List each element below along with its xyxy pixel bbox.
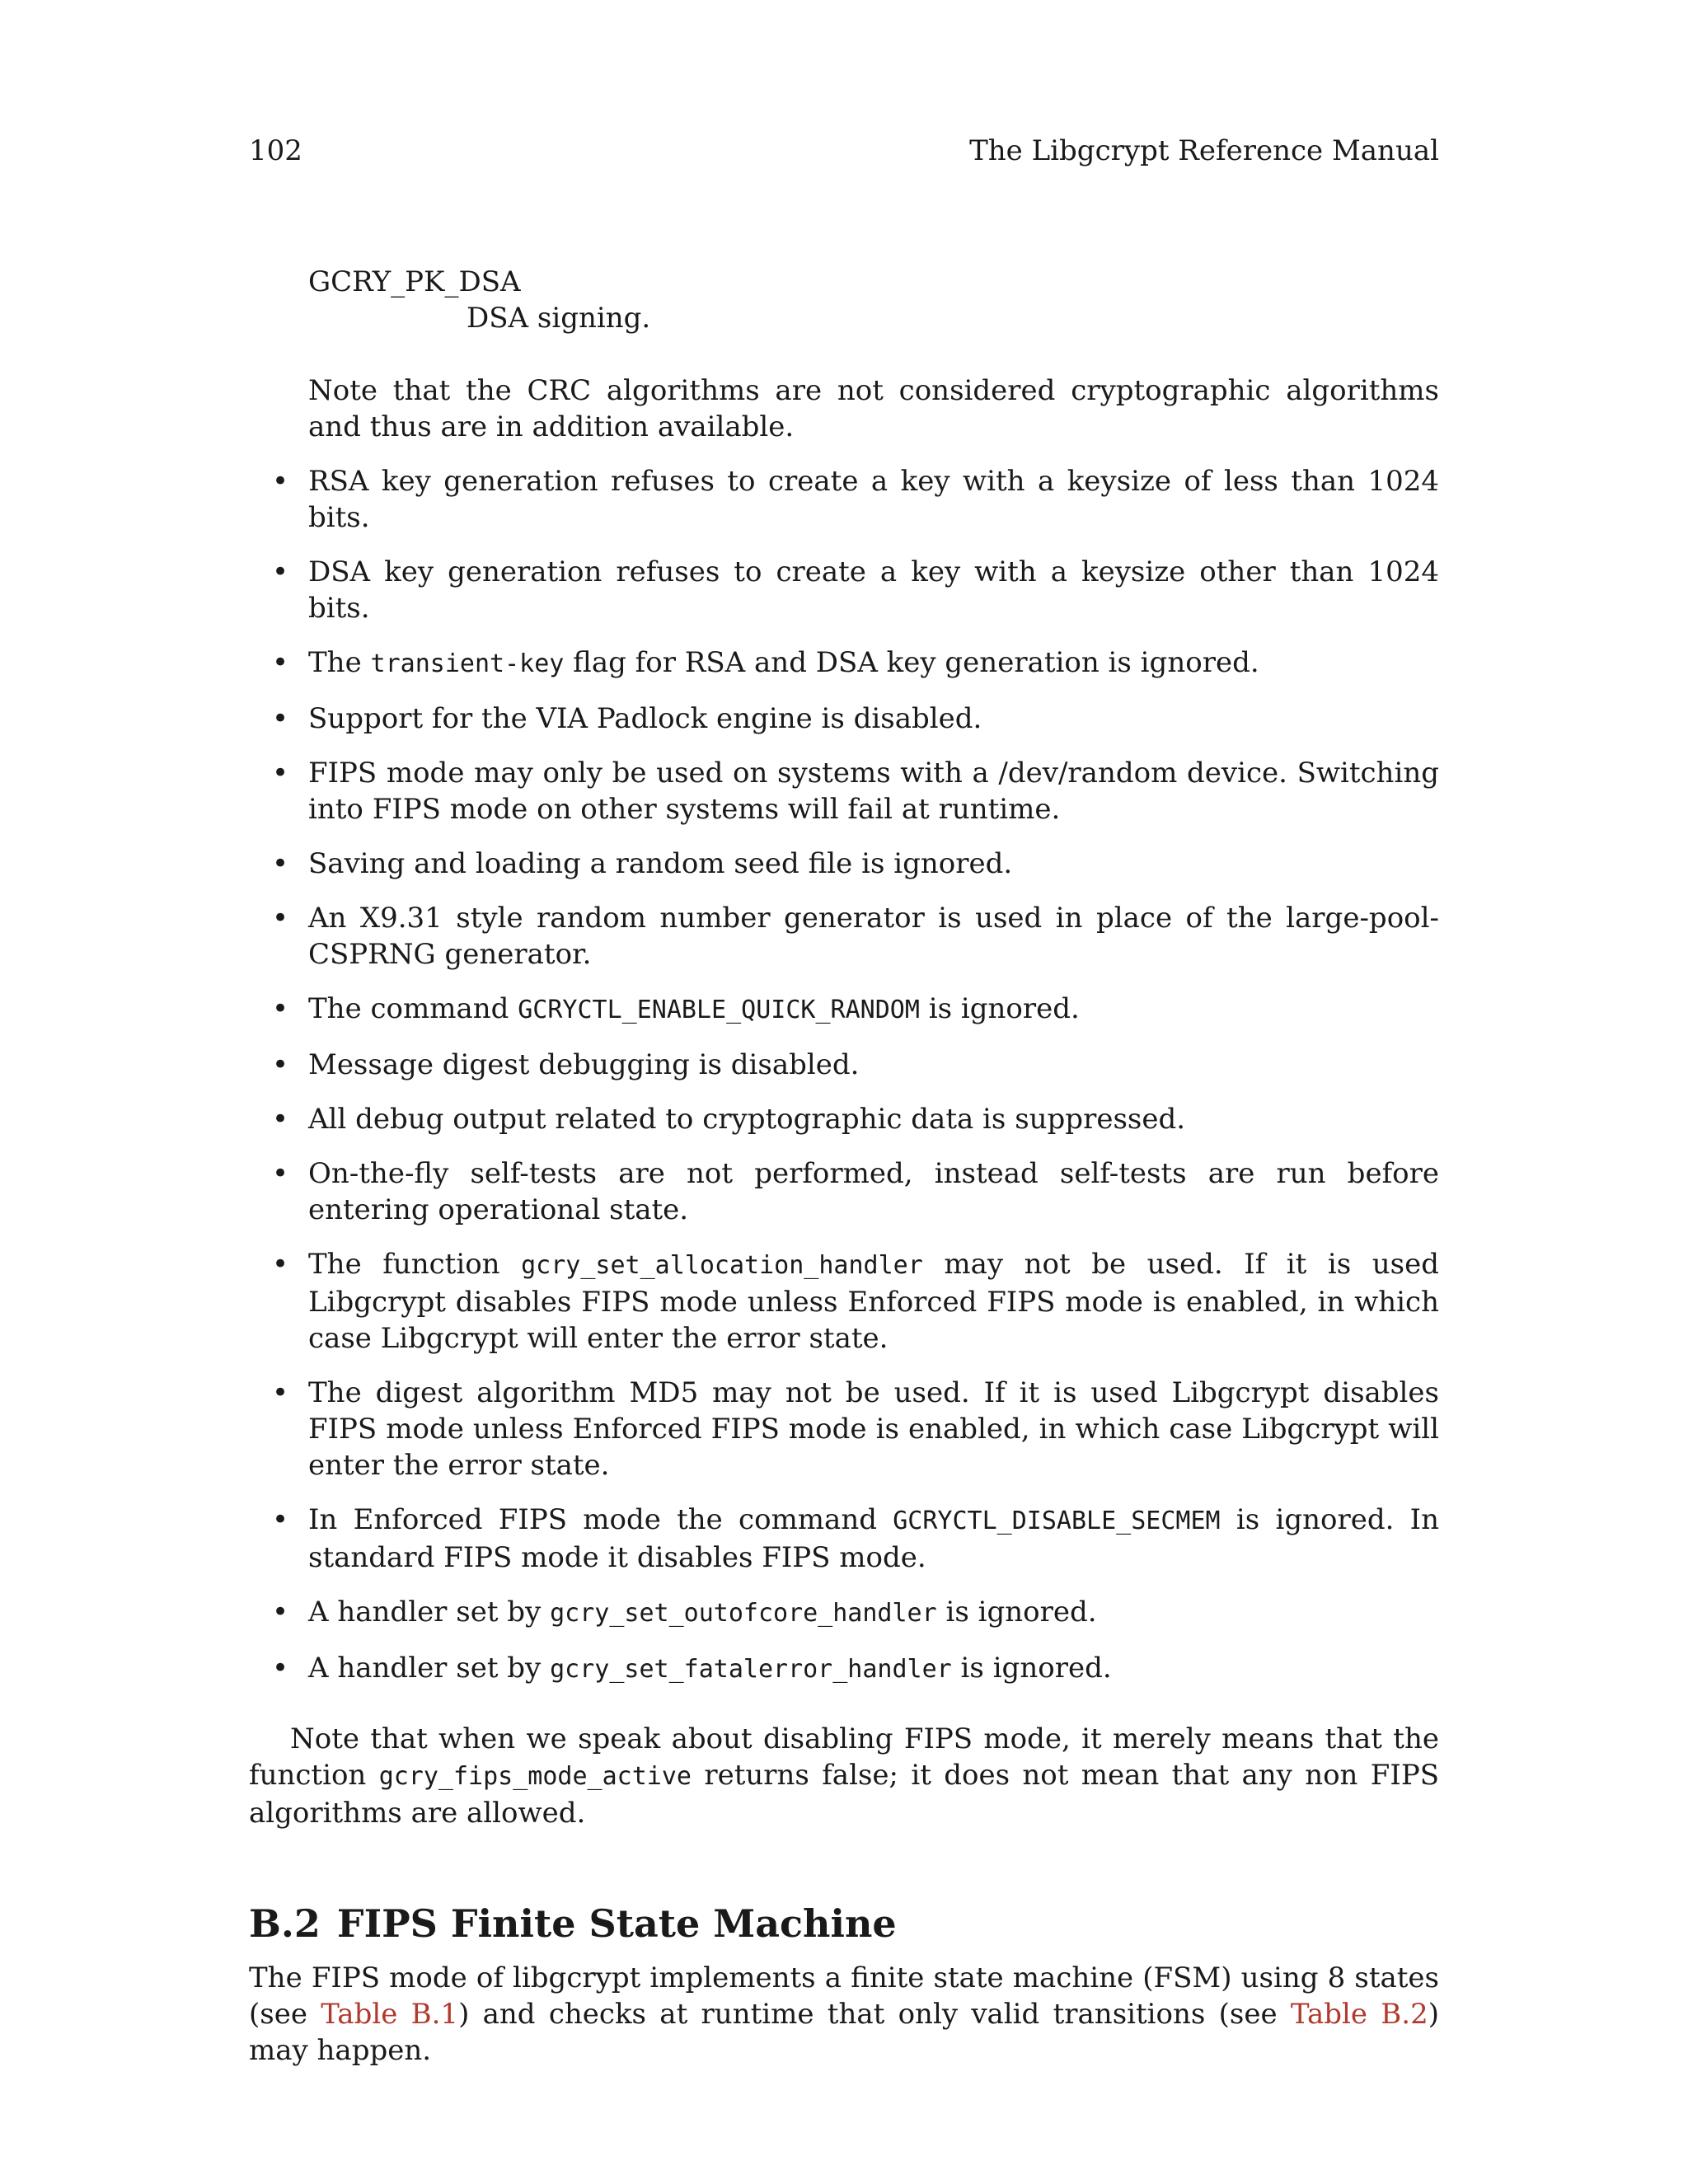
bullet-icon: • bbox=[272, 902, 289, 935]
list-item bbox=[249, 1101, 1439, 1137]
list-item-text: All debug output related to cryptographic data is suppressed. bbox=[308, 1103, 1186, 1136]
list-item-text-after: is ignored. In standard FIPS mode it disables FIPS mode. bbox=[308, 1503, 1439, 1574]
page-content bbox=[249, 264, 1439, 2069]
list-item-text: Support for the VIA Padlock engine is disabled. bbox=[308, 702, 982, 735]
list-item-text: FIPS mode may only be used on systems with a /dev/random device. Switching into FIPS mode on other systems will fail at runtime. bbox=[308, 757, 1439, 826]
section-number: B.2 bbox=[249, 1901, 321, 1946]
list-item-code: gcry_set_allocation_handler bbox=[521, 1251, 923, 1280]
definition-description: DSA signing. bbox=[467, 302, 651, 335]
disabling-note-text-1: Note that when we speak about disabling FIPS mode, it merely means that the function bbox=[249, 1722, 1439, 1792]
definition-list bbox=[308, 264, 1439, 336]
fips-restrictions-list bbox=[249, 463, 1439, 1688]
bullet-icon: • bbox=[272, 646, 289, 679]
list-item bbox=[249, 900, 1439, 972]
list-item-text-after: may not be used. If it is used Libgcrypt disables FIPS mode unless Enforced FIPS mode is enabled, in which case Libgcrypt will enter the error state. bbox=[308, 1248, 1439, 1355]
bullet-icon: • bbox=[272, 1503, 289, 1536]
list-item bbox=[249, 1375, 1439, 1483]
bullet-icon: • bbox=[272, 1248, 289, 1281]
list-item-text: The digest algorithm MD5 may not be used. If it is used Libgcrypt disables FIPS mode unless Enforced FIPS mode is enabled, in which case Libgcrypt will enter the error state. bbox=[308, 1376, 1439, 1482]
list-item bbox=[249, 701, 1439, 737]
page-number: 102 bbox=[249, 134, 302, 167]
fsm-text-3: ) may happen. bbox=[249, 1998, 1439, 2067]
section-title: FIPS Finite State Machine bbox=[336, 1901, 897, 1946]
list-item-text: An X9.31 style random number generator is used in place of the large-pool-CSPRNG generator. bbox=[308, 902, 1439, 971]
bullet-icon: • bbox=[272, 555, 289, 588]
list-item bbox=[249, 1650, 1439, 1688]
list-item-code: gcry_set_fatalerror_handler bbox=[550, 1655, 952, 1684]
list-item bbox=[249, 1047, 1439, 1083]
section-heading bbox=[249, 1900, 1439, 1947]
bullet-icon: • bbox=[272, 847, 289, 880]
disabling-note-text-2: returns false; it does not mean that any non FIPS algorithms are allowed. bbox=[249, 1759, 1439, 1830]
list-item-text-after: flag for RSA and DSA key generation is ignored. bbox=[564, 646, 1259, 679]
list-item-text: Saving and loading a random seed file is ignored. bbox=[308, 847, 1013, 880]
list-item bbox=[249, 755, 1439, 827]
bullet-icon: • bbox=[272, 1157, 289, 1190]
list-item bbox=[249, 1594, 1439, 1632]
list-item-code: gcry_set_outofcore_handler bbox=[550, 1599, 937, 1628]
bullet-icon: • bbox=[272, 1103, 289, 1136]
list-item-text: A handler set by bbox=[308, 1596, 551, 1629]
bullet-icon: • bbox=[272, 702, 289, 735]
running-title: The Libgcrypt Reference Manual bbox=[969, 134, 1439, 167]
list-item-text: A handler set by bbox=[308, 1652, 551, 1685]
bullet-icon: • bbox=[272, 465, 289, 498]
page-header bbox=[249, 130, 1439, 171]
list-item-text-after: is ignored. bbox=[951, 1652, 1112, 1685]
list-item bbox=[249, 1246, 1439, 1357]
bullet-icon: • bbox=[272, 1376, 289, 1409]
table-b1-link[interactable]: Table B.1 bbox=[321, 1998, 459, 2031]
bullet-icon: • bbox=[272, 992, 289, 1025]
bullet-icon: • bbox=[272, 757, 289, 790]
list-item-text: DSA key generation refuses to create a key with a keysize other than 1024 bits. bbox=[308, 555, 1439, 625]
list-item-text: In Enforced FIPS mode the command bbox=[308, 1503, 893, 1536]
list-item-text: Message digest debugging is disabled. bbox=[308, 1048, 860, 1081]
list-item-text-after: is ignored. bbox=[936, 1596, 1097, 1629]
list-item-text: The command bbox=[308, 992, 518, 1025]
disabling-note bbox=[249, 1721, 1439, 1831]
list-item-code: GCRYCTL_ENABLE_QUICK_RANDOM bbox=[518, 996, 920, 1024]
fsm-paragraph bbox=[249, 1960, 1439, 2069]
list-item-text: The function bbox=[308, 1248, 522, 1281]
list-item-text: On-the-fly self-tests are not performed, instead self-tests are run before entering operational state. bbox=[308, 1157, 1439, 1226]
bullet-icon: • bbox=[272, 1048, 289, 1081]
bullet-icon: • bbox=[272, 1652, 289, 1685]
list-item-code: transient-key bbox=[370, 649, 565, 678]
disabling-note-code: gcry_fips_mode_active bbox=[378, 1762, 692, 1791]
list-item-code: GCRYCTL_DISABLE_SECMEM bbox=[893, 1507, 1221, 1535]
list-item-text: RSA key generation refuses to create a key with a keysize of less than 1024 bits. bbox=[308, 465, 1439, 534]
table-b2-link[interactable]: Table B.2 bbox=[1290, 1998, 1428, 2031]
bullet-icon: • bbox=[272, 1596, 289, 1629]
fsm-text-1: The FIPS mode of libgcrypt implements a finite state machine (FSM) using 8 states (see bbox=[249, 1961, 1439, 2031]
list-item bbox=[249, 1155, 1439, 1228]
list-item bbox=[249, 991, 1439, 1029]
list-item bbox=[249, 846, 1439, 882]
list-item bbox=[249, 554, 1439, 626]
fsm-text-2: ) and checks at runtime that only valid transitions (see bbox=[458, 1998, 1291, 2031]
crc-note: Note that the CRC algorithms are not considered cryptographic algorithms and thus are in addition available. bbox=[308, 374, 1439, 443]
list-item-text: The bbox=[308, 646, 371, 679]
list-item bbox=[249, 1502, 1439, 1576]
list-item bbox=[249, 463, 1439, 536]
list-item-text-after: is ignored. bbox=[919, 992, 1080, 1025]
definition-term: GCRY_PK_DSA bbox=[308, 265, 521, 298]
list-item bbox=[249, 644, 1439, 682]
